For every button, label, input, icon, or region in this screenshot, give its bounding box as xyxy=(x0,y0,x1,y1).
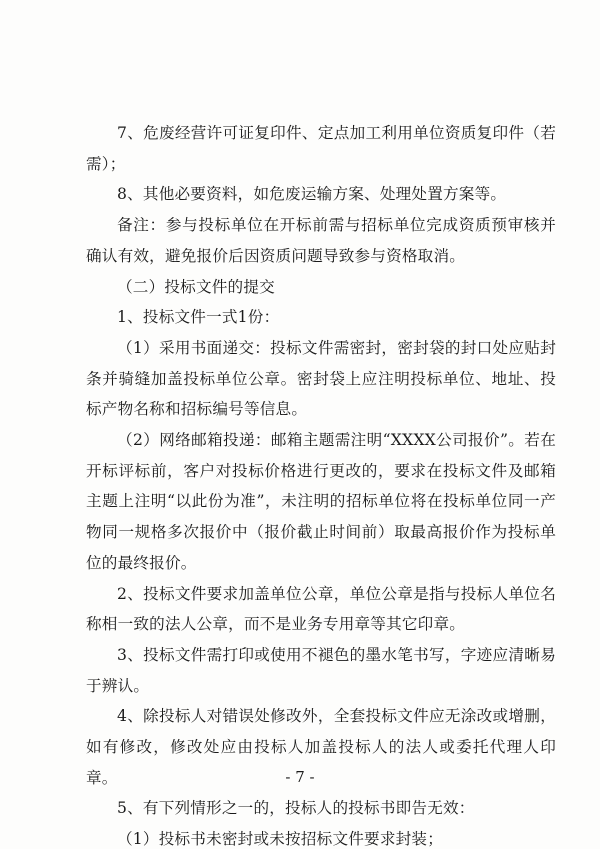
paragraph-invalid-1: （1）投标书未密封或未按招标文件要求封装； xyxy=(117,830,443,849)
section-heading-submission: （二）投标文件的提交 xyxy=(117,277,275,296)
paragraph-submission-4: 4、除投标人对错误处修改外，全套投标文件应无涂改或增删，如有修改，修改处应由投标人加盖投标人的法人或委托代理人印章。 xyxy=(86,707,556,787)
paragraph-submission-3: 3、投标文件需打印或使用不褪色的墨水笔书写，字迹应清晰易于辨认。 xyxy=(86,645,556,695)
paragraph-submission-2: 2、投标文件要求加盖单位公章，单位公章是指与投标人单位名称相一致的法人公章，而不是业务专用章等其它印章。 xyxy=(86,584,556,634)
document-body xyxy=(86,118,556,855)
paragraph-email-submission: （2）网络邮箱投递：邮箱主题需注明“XXXX公司报价”。若在开标评标前，客户对投标价格进行更改的，要求在投标文件及邮箱主题上注明“以此份为准”，未注明的招标单位将在投标单位同一产物同一规格多次报价中（报价截止时间前）取最高报价作为投标单位的最终报价。 xyxy=(86,431,556,572)
paragraph-submission-1: 1、投标文件一式1份： xyxy=(117,308,280,327)
page-number: - 7 - xyxy=(285,768,315,786)
paragraph-written-submission: （1）采用书面递交：投标文件需密封，密封袋的封口处应贴封条并骑缝加盖投标单位公章。密封袋上应注明投标单位、地址、投标产物名称和招标编号等信息。 xyxy=(86,338,556,419)
paragraph-remark: 备注：参与投标单位在开标前需与招标单位完成资质预审核并确认有效，避免报价后因资质问题导致参与资格取消。 xyxy=(86,216,556,265)
paragraph-submission-5: 5、有下列情形之一的，投标人的投标书即告无效： xyxy=(117,799,475,818)
paragraph-item-8: 8、其他必要资料，如危废运输方案、处理处置方案等。 xyxy=(117,185,507,204)
paragraph-item-7: 7、危废经营许可证复印件、定点加工利用单位资质复印件（若需）； xyxy=(86,124,556,173)
